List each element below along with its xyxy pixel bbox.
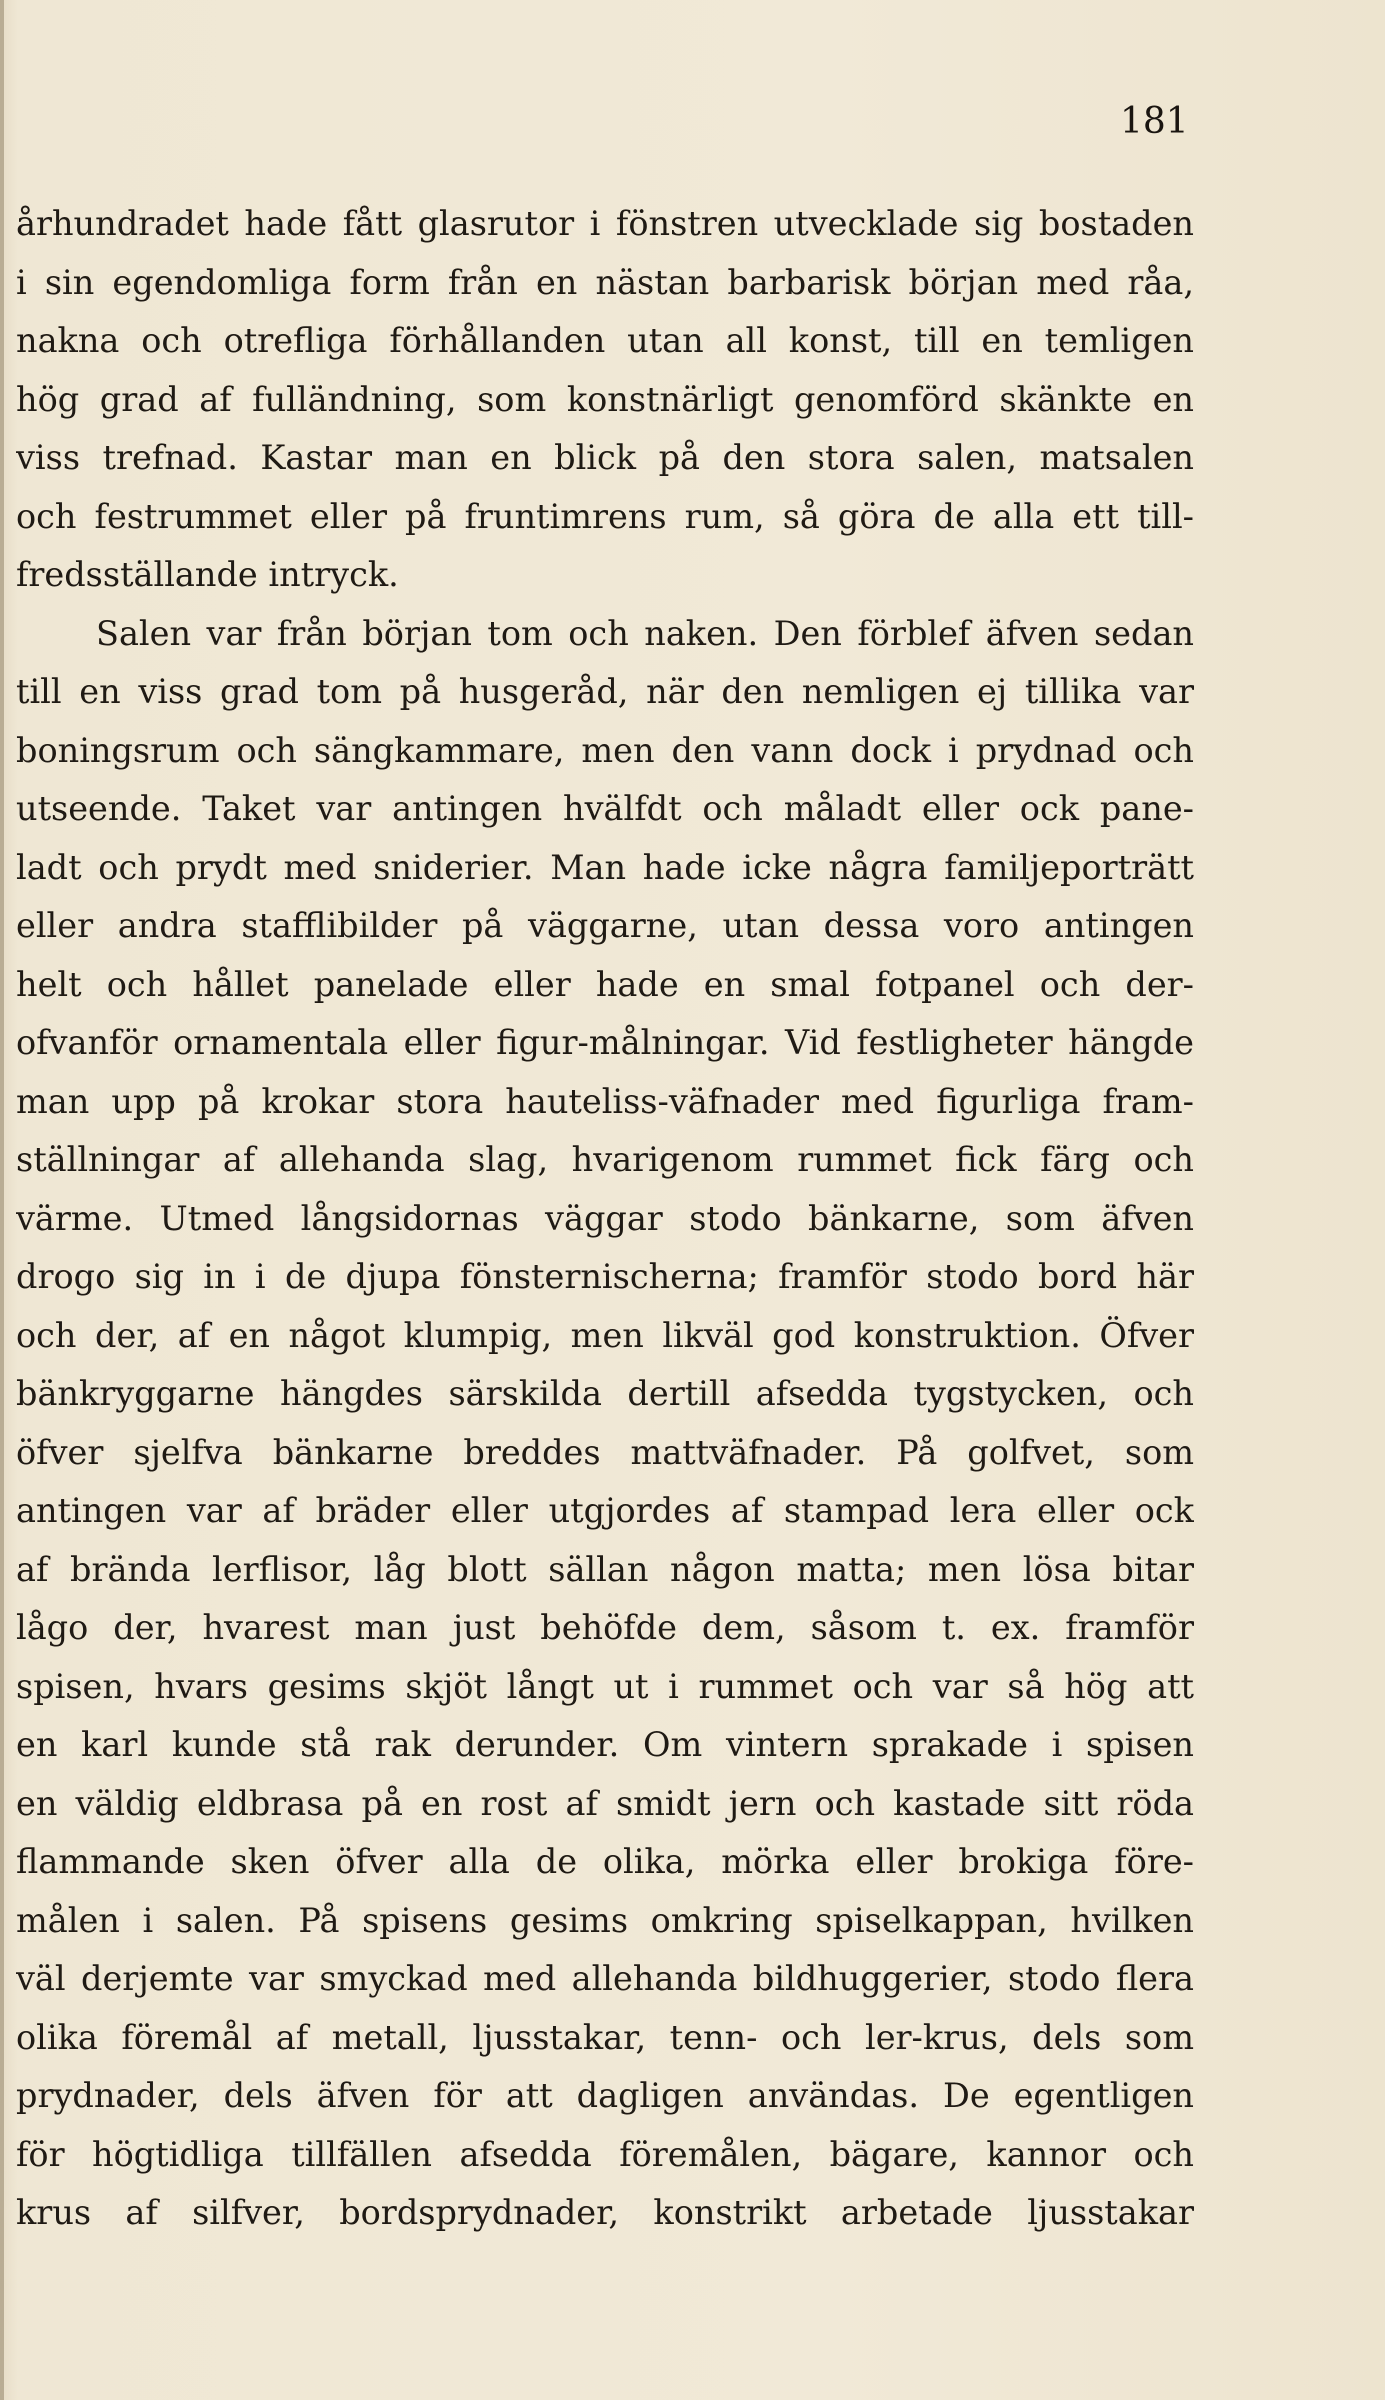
text-line: olika föremål af metall, ljusstakar, tenn- och ler-krus, dels som (16, 2017, 1194, 2057)
text-line: drogo sig in i de djupa fönsternischerna; framför stodo bord här (16, 1257, 1194, 1296)
text-line: Salen var från början tom och naken. Den förblef äfven sedan (96, 613, 1194, 653)
text-line: öfver sjelfva bänkarne breddes mattväfnader. På golfvet, som (16, 1432, 1194, 1472)
page-number: 181 (1120, 101, 1189, 142)
text-line: för högtidliga tillfällen afsedda föremålen, bägare, kannor och (16, 2134, 1194, 2174)
text-line: utseende. Taket var antingen hvälfdt och måladt eller ock pane- (16, 789, 1194, 828)
text-line: århundradet hade fått glasrutor i fönstren utvecklade sig bostaden (16, 204, 1194, 243)
text-line: man upp på krokar stora hauteliss-väfnader med figurliga fram- (16, 1081, 1194, 1121)
text-line: boningsrum och sängkammare, men den vann dock i prydnad och (16, 730, 1194, 770)
text-line: antingen var af bräder eller utgjordes af stampad lera eller ock (16, 1491, 1194, 1530)
text-line: ställningar af allehanda slag, hvarigenom rummet fick färg och (16, 1140, 1194, 1179)
text-line: lågo der, hvarest man just behöfde dem, såsom t. ex. framför (16, 1608, 1194, 1647)
text-line: bänkryggarne hängdes särskilda dertill afsedda tygstycken, och (16, 1374, 1194, 1413)
text-line: krus af silfver, bordsprydnader, konstrikt arbetade ljusstakar (16, 2193, 1194, 2232)
text-line: ladt och prydt med sniderier. Man hade icke några familjeporträtt (16, 847, 1194, 887)
text-line: hög grad af fulländning, som konstnärligt genomförd skänkte en (16, 379, 1194, 419)
page-edge (0, 0, 4, 2400)
text-line: till en viss grad tom på husgeråd, när den nemligen ej tillika var (16, 672, 1194, 711)
text-line: värme. Utmed långsidornas väggar stodo bänkarne, som äfven (16, 1198, 1194, 1238)
text-line: nakna och otrefliga förhållanden utan all konst, till en temligen (16, 321, 1194, 360)
text-line: viss trefnad. Kastar man en blick på den stora salen, matsalen (16, 438, 1194, 477)
text-line: ofvanför ornamentala eller figur-målningar. Vid festligheter hängde (16, 1023, 1194, 1062)
body-text (16, 195, 1194, 2243)
text-line: och der, af en något klumpig, men likväl god konstruktion. Öfver (16, 1315, 1194, 1355)
text-line: prydnader, dels äfven för att dagligen användas. De egentligen (16, 2076, 1194, 2115)
text-line: fredsställande intryck. (16, 555, 399, 594)
text-line: eller andra stafflibilder på väggarne, utan dessa voro antingen (16, 906, 1194, 945)
text-line: i sin egendomliga form från en nästan barbarisk början med råa, (16, 262, 1194, 302)
text-line: och festrummet eller på fruntimrens rum, så göra de alla ett till- (16, 496, 1194, 536)
text-line: en karl kunde stå rak derunder. Om vintern sprakade i spisen (16, 1725, 1194, 1764)
text-line: helt och hållet panelade eller hade en smal fotpanel och der- (16, 964, 1194, 1004)
text-line: flammande sken öfver alla de olika, mörka eller brokiga före- (16, 1842, 1194, 1881)
text-line: af brända lerflisor, låg blott sällan någon matta; men lösa bitar (16, 1549, 1194, 1589)
text-line: spisen, hvars gesims skjöt långt ut i rummet och var så hög att (16, 1666, 1194, 1706)
text-line: en väldig eldbrasa på en rost af smidt jern och kastade sitt röda (16, 1783, 1194, 1823)
text-line: målen i salen. På spisens gesims omkring spiselkappan, hvilken (16, 1900, 1194, 1940)
text-line: väl derjemte var smyckad med allehanda bildhuggerier, stodo flera (16, 1959, 1194, 1998)
